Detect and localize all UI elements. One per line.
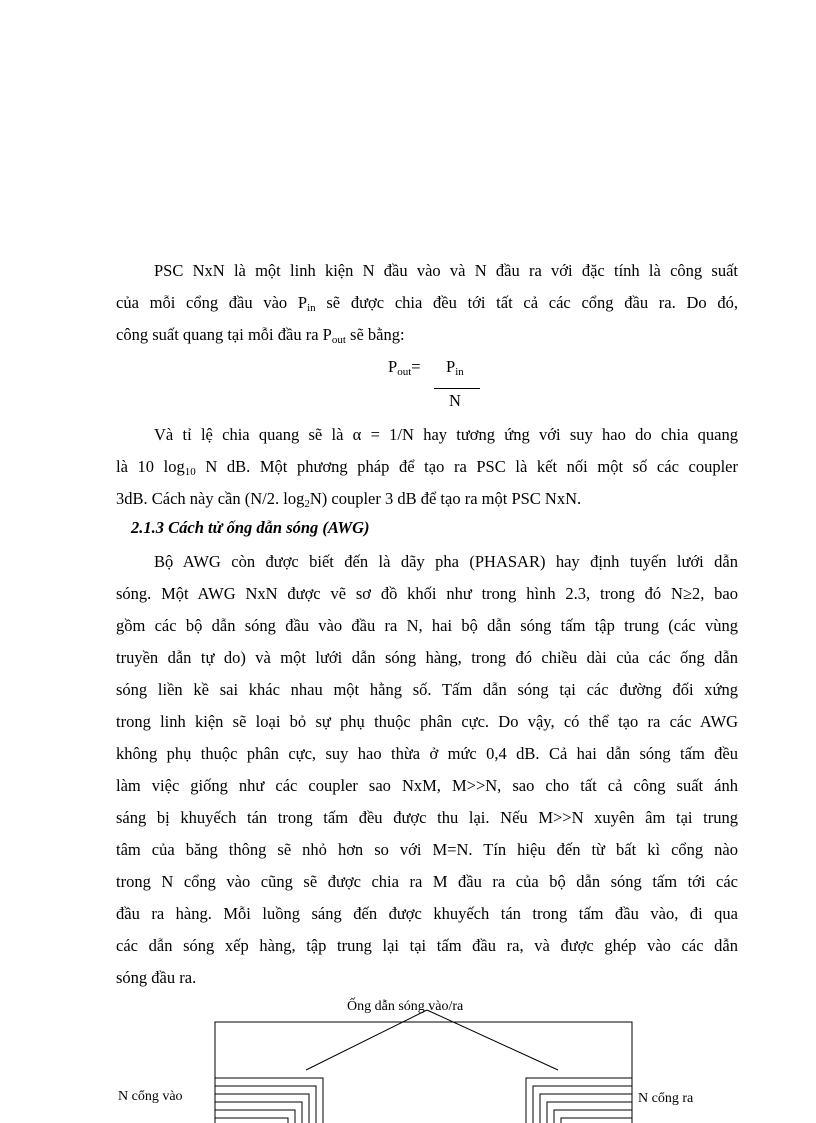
- waveguide-in-2: [215, 1086, 316, 1123]
- output-waveguides: [526, 1078, 632, 1123]
- diagram-pointer-right: [427, 1010, 558, 1070]
- fraction-bar: [434, 388, 480, 389]
- paragraph-line: của mỗi cổng đầu vào $P_{in}$ sẽ được chia đều tới tất cả các cổng đầu ra. Do đó,: [116, 293, 738, 314]
- waveguide-in-4: [215, 1102, 302, 1123]
- formula-denominator: N: [449, 391, 461, 410]
- paragraph-line: truyền dẫn tự do) và một lưới dẫn sóng hàng, trong đó chiều dài của các ống dẫn: [116, 648, 738, 667]
- paragraph-line: công suất quang tại mỗi đầu ra $P_{out}$ sẽ bằng:: [116, 325, 405, 346]
- paragraph-line: sáng bị khuyếch tán trong tấm đều được thu lại. Nếu M>>N xuyên âm tại trung: [116, 808, 738, 827]
- waveguide-in-5: [215, 1110, 295, 1123]
- waveguide-out-1: [526, 1078, 632, 1123]
- figure-label-waveguide: Ống dẫn sóng vào/ra: [347, 999, 464, 1014]
- waveguide-out-2: [533, 1086, 632, 1123]
- waveguide-in-1: [215, 1078, 323, 1123]
- paragraph-line: là 10 $\log_{10} N$ dB. Một phương pháp để tạo ra PSC là kết nối một số các coupler: [116, 457, 738, 478]
- waveguide-out-6: [561, 1118, 632, 1123]
- paragraph-line: PSC NxN là một linh kiện N đầu vào và N đầu ra với đặc tính là công suất: [154, 261, 738, 280]
- paragraph-line: Bộ AWG còn được biết đến là dãy pha (PHASAR) hay định tuyến lưới dẫn: [154, 552, 738, 571]
- figure-label-output-ports: N cổng ra: [638, 1091, 694, 1106]
- section-heading-awg: 2.1.3 Cách tử ống dẫn sóng (AWG): [131, 518, 370, 537]
- paragraph-line: sóng. Một AWG NxN được vẽ sơ đồ khối như trong hình 2.3, trong đó N≥2, bao: [116, 584, 738, 603]
- waveguide-in-6: [215, 1118, 288, 1123]
- diagram-pointer-left: [306, 1010, 427, 1070]
- paragraph-awg-description: [116, 546, 738, 994]
- paragraph-line: các dẫn sóng xếp hàng, tập trung lại tại tấm đầu ra, và được ghép vào các dẫn: [116, 936, 738, 955]
- input-waveguides: [215, 1078, 323, 1123]
- paragraph-line: Và tỉ lệ chia quang sẽ là α = 1/N hay tương ứng với suy hao do chia quang: [154, 425, 738, 444]
- paragraph-line: trong N cổng vào cũng sẽ được chia ra M đầu ra của bộ dẫn sóng tấm tới các: [116, 872, 738, 891]
- waveguide-out-4: [547, 1102, 632, 1123]
- paragraph-line: 3dB. Cách này cần (N/2. $\log_2N$) coupler 3 dB để tạo ra một PSC NxN.: [116, 489, 582, 510]
- paragraph-line: trong linh kiện sẽ loại bỏ sự phụ thuộc phân cực. Do vậy, có thể tạo ra các AWG: [116, 712, 738, 731]
- paragraph-line: làm việc giống như các coupler sao NxM, M>>N, sao cho tất cả công suất ánh: [116, 776, 738, 795]
- paragraph-line: sóng đầu ra.: [116, 968, 197, 987]
- formula-numerator: $P_{in}$: [446, 357, 464, 378]
- paragraph-line: sóng liền kề sai khác nhau một hằng số. Tấm dẫn sóng tại các đường đối xứng: [116, 680, 738, 699]
- figure-label-input-ports: N cổng vào: [118, 1089, 183, 1104]
- paragraph-line: không phụ thuộc phân cực, suy hao thừa ở mức 0,4 dB. Cả hai dẫn sóng tấm đều: [116, 744, 738, 763]
- waveguide-out-5: [554, 1110, 632, 1123]
- awg-block-diagram: [0, 990, 816, 1123]
- paragraph-line: gồm các bộ dẫn sóng đầu vào đầu ra N, hai bộ dẫn sóng tấm tập trung (các vùng: [116, 616, 738, 635]
- paragraph-split-ratio: [116, 419, 738, 515]
- paragraph-psc-intro: [116, 255, 738, 351]
- paragraph-line: đầu ra hàng. Mỗi luồng sáng đến được khuyếch tán trong tấm đầu vào, đi qua: [116, 904, 738, 923]
- formula-lhs: $P_{out}=$: [388, 357, 421, 378]
- diagram-outer-frame: [215, 1022, 632, 1123]
- paragraph-line: tâm của băng thông sẽ nhỏ hơn so với M=N. Tín hiệu đến từ bất kì cổng nào: [116, 840, 738, 859]
